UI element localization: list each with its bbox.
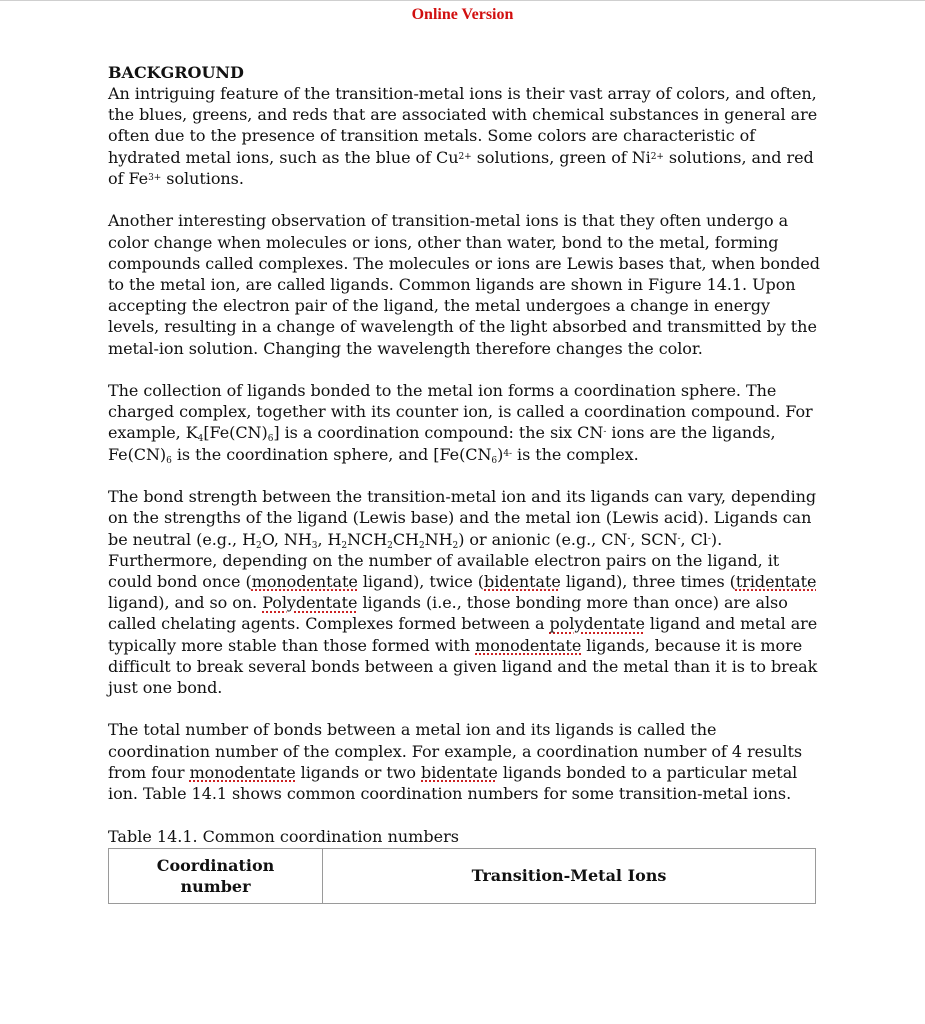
table-header-row (109, 848, 816, 903)
spellcheck-word: tridentate (735, 571, 817, 591)
column-header-coordination-number: Coordination number (109, 848, 323, 903)
spellcheck-word: polydentate (549, 614, 645, 634)
spellcheck-word: monodentate (189, 762, 296, 782)
spellcheck-word: bidentate (421, 762, 498, 782)
coordination-table (108, 848, 816, 904)
spellcheck-word: bidentate (484, 571, 561, 591)
column-header-transition-metal-ions: Transition-Metal Ions (323, 848, 816, 903)
online-version-label: Online Version (411, 6, 514, 23)
paragraph-coordination-number: The total number of bonds between a metal ion and its ligands is called the coordination number of the complex. For example, a coordination number of 4 results from four monodentate ligands or two bidentate ligands bonded to a particular metal ion. Table 14.1 shows common coordination numbers for some transition-metal ions. (108, 720, 803, 804)
table-caption: Table 14.1. Common coordination numbers (108, 826, 459, 846)
paragraph-complexes: Another interesting observation of transition-metal ions is that they often undergo a color change when molecules or ions, other than water, bond to the metal, forming compounds called complexes. The molecules or ions are Lewis bases that, when bonded to the metal ion, are called ligands. Common ligands are shown in Figure 14.1. Upon accepting the electron pair of the ligand, the metal undergoes a change in energy levels, resulting in a change of wavelength of the light absorbed and transmitted by the metal-ion solution. Changing the wavelength therefore changes the color. (108, 211, 820, 358)
section-heading: BACKGROUND (108, 63, 244, 82)
document-body (108, 62, 820, 904)
paragraph-bond-strength: The bond strength between the transition-metal ion and its ligands can vary, depending on the strengths of the ligand (Lewis base) and the metal ion (Lewis acid). Ligands can be neutral (e.g., $H_2O$, $NH_3$, $H_2NCH_2CH_2NH_2$) or anionic (e.g., CN-, SCN-, Cl-). Furthermore, depending on the number of available electron pairs on the ligand, it could bond once (monodentate ligand), twice (bidentate ligand), three times (tridentate ligand), and so on. Polydentate ligands (i.e., those bonding more than once) are also called chelating agents. Complexes formed between a polydentate ligand and metal are typically more stable than those formed with monodentate ligands, because it is more difficult to break several bonds between a given ligand and the metal than it is to break just one bond. (108, 487, 818, 697)
spellcheck-word: Polydentate (262, 593, 358, 613)
paragraph-intro: An intriguing feature of the transition-metal ions is their vast array of colors, and often, the blues, greens, and reds that are associated with chemical substances in general are often due to the presence of transition metals. Some colors are characteristic of hydrated metal ions, such as the blue of $Cu^{2+}$ solutions, green of $Ni^{2+}$ solutions, and red of $Fe^{3+}$ solutions. (108, 84, 818, 188)
paragraph-coordination-sphere: The collection of ligands bonded to the metal ion forms a coordination sphere. The charged complex, together with its counter ion, is called a coordination compound. For example, $K_4[Fe(CN)_6]$ is a coordination compound: the six CN- ions are the ligands, $Fe(CN)_6$ is the coordination sphere, and [$Fe(CN_6)^{4-}$ is the complex. (108, 381, 813, 466)
spellcheck-word: monodentate (475, 635, 582, 655)
top-rule (0, 0, 925, 1)
spellcheck-word: monodentate (251, 571, 358, 591)
